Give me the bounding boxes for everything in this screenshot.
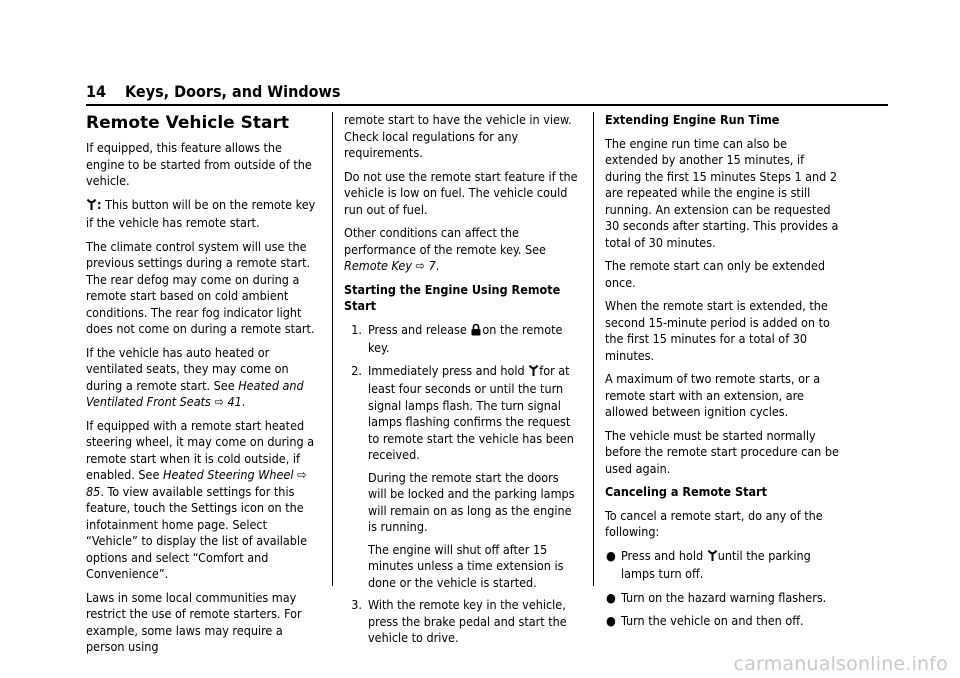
section-heading: Remote Vehicle Start [86, 113, 289, 133]
list-item: 2. Immediately press and hold for at least four seconds or until the turn signal lamps flash. The turn signal lamps flashing confirms the request to remote start the vehicle has been received. During the remote start the doors will be locked and the parking lamps will remain on as long as the engine is running. The engine will shut off after 15 minutes unless a time extension is done or the vehicle is started. [344, 363, 580, 592]
list-item: ● Turn on the hazard warning flashers. [606, 589, 827, 605]
paragraph: Other conditions can affect the performance of the remote key. See Remote Key ⇨ 7. [344, 225, 546, 273]
cross-reference[interactable]: Remote Key [344, 258, 412, 273]
subheading: Starting the Engine Using Remote Start [344, 281, 561, 313]
ref-arrow-icon: ⇨ [214, 394, 224, 409]
paragraph: A maximum of two remote starts, or a remote start with an extension, are allowed between ignition cycles. [605, 371, 821, 419]
subheading: Extending Engine Run Time [605, 112, 780, 127]
paragraph: Laws in some local communities may restrict the use of remote starters. For example, some laws may require a person using [86, 589, 302, 654]
paragraph: The engine will shut off after 15 minutes unless a time extension is done or the vehicle is started. [368, 541, 564, 590]
column-2 [344, 112, 580, 654]
column-divider [332, 112, 333, 586]
bullet-icon: ● [606, 547, 616, 563]
paragraph: Do not use the remote start feature if the vehicle is low on fuel. The vehicle could run out of fuel. [344, 168, 578, 217]
list-item: 3. With the remote key in the vehicle, press the brake pedal and start the vehicle to drive. [351, 597, 567, 645]
header-rule [86, 104, 888, 106]
ref-page[interactable]: 7 [428, 258, 436, 273]
watermark: carmanualsonline.info [733, 652, 948, 675]
paragraph: If equipped, this feature allows the engine to be started from outside of the vehicle. [86, 140, 312, 188]
paragraph: : This button will be on the remote key if the vehicle has remote start. [86, 196, 316, 230]
ref-page[interactable]: 41 [227, 394, 242, 409]
paragraph: If equipped with a remote start heated steering wheel, it may come on during a remote start when it is cold outside, if enabled. See Heated Steering Wheel ⇨ 85. To view available settings for this feature, touch the Settings icon on the infotainment home page. Select “Vehicle” to display the list of available options and select “Comfort and Convenience”. [86, 417, 315, 581]
section-title: Keys, Doors, and Windows [125, 82, 341, 101]
lock-icon [470, 323, 482, 341]
ref-arrow-icon: ⇨ [415, 258, 425, 273]
list-item: ● Turn the vehicle on and then off. [606, 613, 804, 628]
paragraph: To cancel a remote start, do any of the following: [605, 507, 823, 539]
paragraph: When the remote start is extended, the second 15-minute period is added on to the first 15 minutes for a total of 30 minutes. [605, 298, 830, 363]
remote-start-icon [86, 198, 97, 216]
subheading: Canceling a Remote Start [605, 484, 767, 499]
column-1 [86, 112, 322, 663]
page-number: 14 [86, 82, 107, 101]
remote-start-icon [528, 364, 539, 382]
paragraph: The engine run time can also be extended by another 15 minutes, if during the first 15 minutes Steps 1 and 2 are repeated while the engine is still running. An extension can be requested 30 seconds after starting. This provides a total of 30 minutes. [605, 135, 839, 250]
ref-page[interactable]: 85 [86, 483, 101, 499]
paragraph: If the vehicle has auto heated or ventilated seats, they may come on during a remote start. See Heated and Ventilated Front Seats ⇨ 41. [86, 344, 304, 409]
bullet-icon: ● [606, 589, 616, 605]
column-3 [605, 112, 841, 637]
cross-reference[interactable]: Heated Steering Wheel [162, 467, 294, 482]
column-divider [593, 112, 594, 586]
list-item: 1. Press and release on the remote key. [351, 321, 563, 355]
paragraph: The remote start can only be extended once. [605, 258, 826, 290]
ref-arrow-icon: ⇨ [297, 467, 307, 482]
paragraph: The climate control system will use the previous settings during a remote start. The rear defog may come on during a remote start based on cold ambient conditions. The rear fog indicator light does not come on during a remote start. [86, 238, 315, 336]
paragraph: The vehicle must be started normally before the remote start procedure can be used again. [605, 427, 839, 476]
list-item: ● Press and hold until the parking lamps turn off. [606, 547, 811, 581]
cross-reference[interactable]: Heated and Ventilated Front Seats [86, 377, 304, 409]
paragraph: remote start to have the vehicle in view. Check local regulations for any requirements. [344, 112, 572, 160]
page-header [86, 84, 340, 101]
bullet-icon: ● [606, 613, 616, 628]
remote-start-icon [707, 549, 718, 567]
steps-list [344, 322, 580, 647]
bullet-list [605, 548, 841, 630]
paragraph: During the remote start the doors will be locked and the parking lamps will remain on as long as the engine is running. [368, 469, 575, 534]
